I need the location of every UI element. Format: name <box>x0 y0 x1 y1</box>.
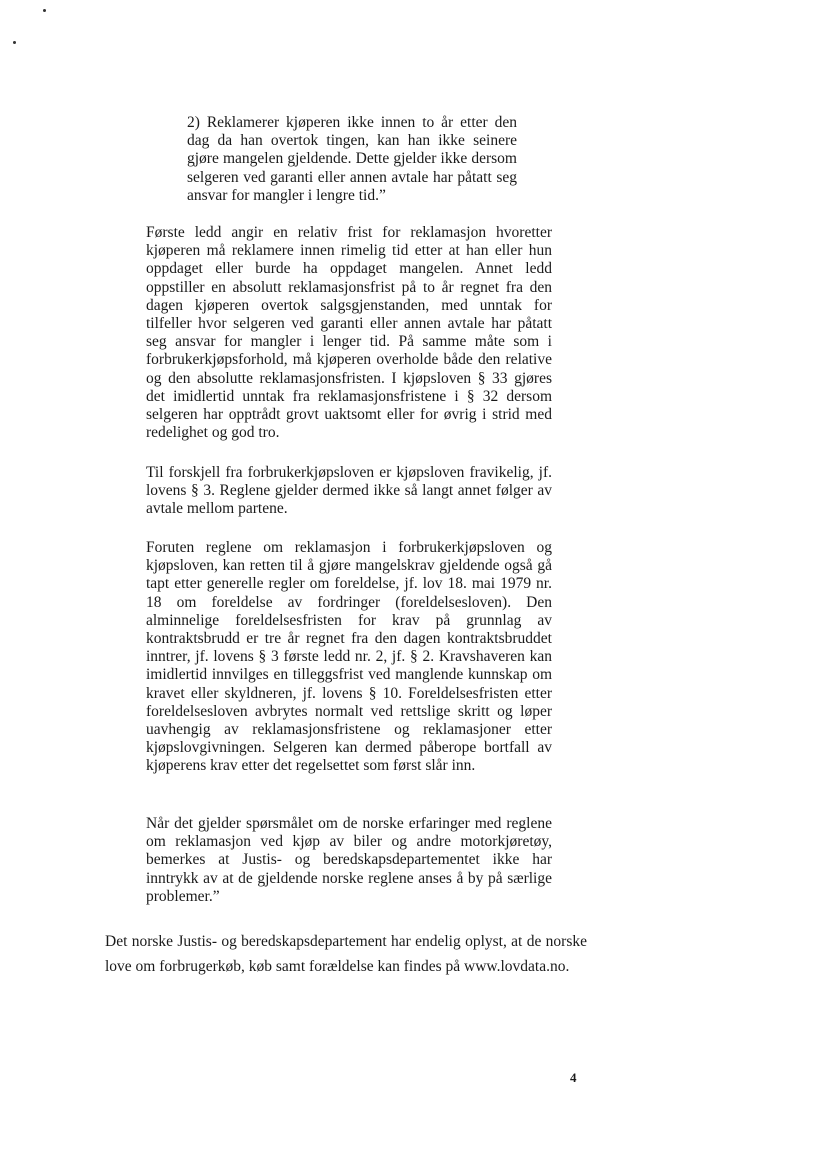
quote-paragraph-4 <box>146 539 552 776</box>
quote-paragraph-text: Første ledd angir en relativ frist for reklamasjon hvoretter kjøperen må reklamere innen rimelig tid etter at han eller hun oppdaget eller burde ha oppdaget mangelen. Annet ledd oppstiller en absolutt reklamasjonsfrist på to år regnet fra den dagen kjøperen overtok salgsgjenstanden, med unntak for tilfeller hvor selgeren ved garanti eller annen avtale har påtatt seg ansvar for mangler i lenger tid. På samme måte som i forbrukerkjøpsforhold, må kjøperen overholde både den relative og den absolutte reklamasjonsfristen. I kjøpsloven § 33 gjøres det imidlertid unntak fra reklamasjonsfristene i § 32 dersom selgeren har opptrådt grovt uaktsomt eller for øvrig i strid med redelighet og god tro. <box>146 224 552 442</box>
quote-paragraph-1 <box>187 114 517 205</box>
scan-speck <box>13 41 16 44</box>
quote-paragraph-5 <box>146 815 552 906</box>
quote-paragraph-2 <box>146 224 552 442</box>
scan-speck <box>43 9 46 12</box>
quote-paragraph-3 <box>146 464 552 519</box>
page-number: 4 <box>570 1070 577 1085</box>
quote-paragraph-text: Når det gjelder spørsmålet om de norske erfaringer med reglene om reklamasjon ved kjøp av biler og andre motorkjøretøy, bemerkes at Justis- og beredskapsdepartementet ikke har inntrykk av at de gjeldende norske reglene anses å by på særlige problemer.” <box>146 815 552 905</box>
body-paragraph: Det norske Justis- og beredskapsdepartement har endelig oplyst, at de norske love om forbrugerkøb, køb samt forældelse kan findes på www.lovdata.no. <box>105 933 587 975</box>
quote-paragraph-text: Til forskjell fra forbrukerkjøpsloven er kjøpsloven fravikelig, jf. lovens § 3. Reglene gjelder dermed ikke så langt annet følger av avtale mellom partene. <box>146 464 552 518</box>
quote-paragraph-text: 2) Reklamerer kjøperen ikke innen to år etter den dag da han overtok tingen, kan han ikke seinere gjøre mangelen gjeldende. Dette gjelder ikke dersom selgeren ved garanti eller annen avtale har påtatt seg ansvar for mangler i lengre tid.” <box>187 114 517 204</box>
quote-paragraph-text: Foruten reglene om reklamasjon i forbrukerkjøpsloven og kjøpsloven, kan retten til å gjøre mangelskrav gjeldende også gå tapt etter generelle regler om foreldelse, jf. lov 18. mai 1979 nr. 18 om foreldelse av fordringer (foreldelsesloven). Den alminnelige foreldelsesfristen for krav på grunnlag av kontraktsbrudd er tre år regnet fra den dagen kontraktsbruddet inntrer, jf. lovens § 3 første ledd nr. 2, jf. § 2. Kravshaveren kan imidlertid innvilges en tilleggsfrist ved manglende kunnskap om kravet eller skyldneren, jf. lovens § 10. Foreldelsesfristen etter foreldelsesloven avbrytes normalt ved rettslige skritt og løper uavhengig av reklamasjonsfristene og reklamasjoner etter kjøpslovgivningen. Selgeren kan dermed påberope bortfall av kjøperens krav etter det regelsettet som først slår inn. <box>146 539 552 775</box>
